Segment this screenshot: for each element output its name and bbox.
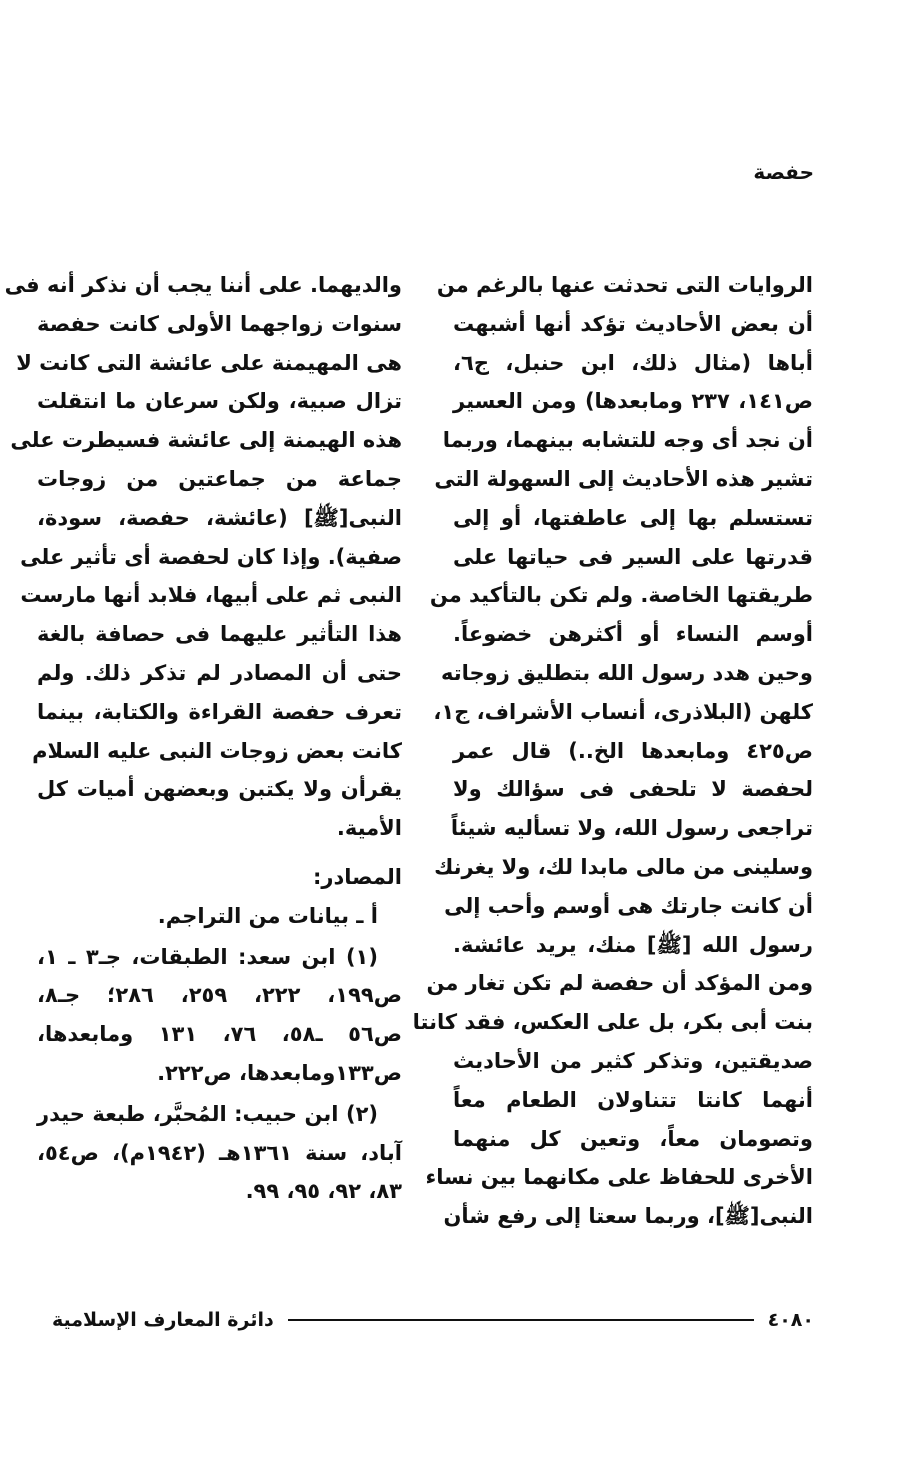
text-line: رسول الله [ﷺ] منك، يريد عائشة. [453, 932, 813, 957]
text-line: سنوات زواجهما الأولى كانت حفصة [37, 311, 402, 336]
text-line: تعرف حفصة القراءة والكتابة، بينما [37, 699, 402, 724]
page-number: ٤٠٨٠ [767, 1309, 814, 1331]
text-line: وتصومان معاً، وتعين كل منهما [453, 1126, 813, 1151]
text-line: ومن المؤكد أن حفصة لم تكن تغار من [426, 971, 813, 996]
sources-heading: المصادر: [312, 864, 402, 889]
text-line: وسلينى من مالى مابدا لك، ولا يغرنك [434, 854, 813, 879]
left-text-column [4, 266, 403, 1211]
text-line: أن نجد أى وجه للتشابه بينهما، وربما [442, 428, 813, 453]
text-line: حتى أن المصادر لم تذكر ذلك. ولم [37, 660, 402, 685]
text-line: وحين هدد رسول الله بتطليق زوجاته [441, 660, 813, 685]
text-line: أوسم النساء أو أكثرهن خضوعاً. [453, 622, 813, 647]
text-line: الأمية. [336, 816, 402, 841]
source-line: ٨٣، ٩٢، ٩٥، ٩٩. [245, 1179, 402, 1204]
text-line: تستسلم بها إلى عاطفتها، أو إلى [453, 505, 813, 530]
text-line: لحفصة لا تلحفى فى سؤالك ولا [453, 777, 813, 802]
footer-divider [288, 1319, 754, 1321]
text-line: كانت بعض زوجات النبى عليه السلام [32, 738, 402, 763]
text-line: تشير هذه الأحاديث إلى السهولة التى [434, 466, 813, 491]
sources-subheading: أ ـ بيانات من التراجم. [157, 903, 378, 928]
text-line: جماعة من جماعتين من زوجات [37, 466, 402, 491]
text-line: تزال صبية، ولكن سرعان ما انتقلت [37, 389, 402, 414]
text-line: بنت أبى بكر، بل على العكس، فقد كانتا [412, 1010, 813, 1035]
text-line: أن كانت جارتك هى أوسم وأحب إلى [444, 893, 813, 918]
source-line: ص١٣٣ومابعدها، ص٢٢٢. [157, 1060, 402, 1085]
source-entry [37, 1095, 402, 1211]
source-line: آباد، سنة ١٣٦١هـ (١٩٤٢م)، ص٥٤، [37, 1140, 402, 1165]
page-header-title: حفصة [753, 160, 814, 184]
source-line: (١) ابن سعد: الطبقات، جـ٣ ـ ١، [37, 944, 378, 969]
text-line: صفية). وإذا كان لحفصة أى تأثير على [20, 544, 402, 569]
text-line: والديهما. على أننا يجب أن نذكر أنه فى [4, 273, 402, 297]
text-line: صديقتين، وتذكر كثير من الأحاديث [453, 1048, 813, 1073]
text-line: تراجعى رسول الله، ولا تسأليه شيئاً [450, 816, 813, 841]
text-line: قدرتها على السير فى حياتها على [453, 544, 813, 569]
text-line: هى المهيمنة على عائشة التى كانت لا [16, 350, 402, 375]
right-text-column [412, 266, 813, 1236]
text-line: النبى ثم على أبيها، فلابد أنها مارست [20, 583, 402, 608]
text-line: الأخرى للحفاظ على مكانهما بين نساء [425, 1165, 813, 1190]
text-line: يقرأن ولا يكتبن وبعضهن أميات كل [37, 777, 402, 802]
source-entry [37, 938, 402, 1093]
source-line: (٢) ابن حبيب: المُحبَّر، طبعة حيدر [37, 1101, 378, 1126]
source-line: ص٥٦ ـ٥٨، ٧٦، ١٣١ ومابعدها، [37, 1022, 403, 1047]
text-line: أن بعض الأحاديث تؤكد أنها أشبهت [453, 311, 813, 336]
text-line: الروايات التى تحدثت عنها بالرغم من [436, 273, 813, 297]
page-footer [52, 1306, 814, 1334]
text-line: ص١٤١، ٢٣٧ ومابعدها) ومن العسير [453, 389, 813, 414]
text-line: هذا التأثير عليهما فى حصافة بالغة [37, 622, 402, 647]
text-line: هذه الهيمنة إلى عائشة فسيطرت على [10, 428, 402, 453]
text-line: أنهما كانتا تتناولان الطعام معاً [453, 1087, 813, 1112]
text-line: كلهن (البلاذرى، أنساب الأشراف، ج١، [433, 699, 813, 724]
text-line: النبى[ﷺ] (عائشة، حفصة، سودة، [37, 505, 402, 530]
text-line: ص٤٢٥ ومابعدها الخ..) قال عمر [453, 738, 813, 763]
publication-title: دائرة المعارف الإسلامية [52, 1309, 274, 1331]
text-line: النبى[ﷺ]، وربما سعتا إلى رفع شأن [443, 1204, 813, 1229]
text-line: طريقتها الخاصة. ولم تكن بالتأكيد من [429, 583, 813, 608]
source-line: ص١٩٩، ٢٢٢، ٢٥٩، ٢٨٦؛ جـ٨، [37, 983, 402, 1008]
text-line: أباها (مثال ذلك، ابن حنبل، ج٦، [453, 350, 813, 375]
